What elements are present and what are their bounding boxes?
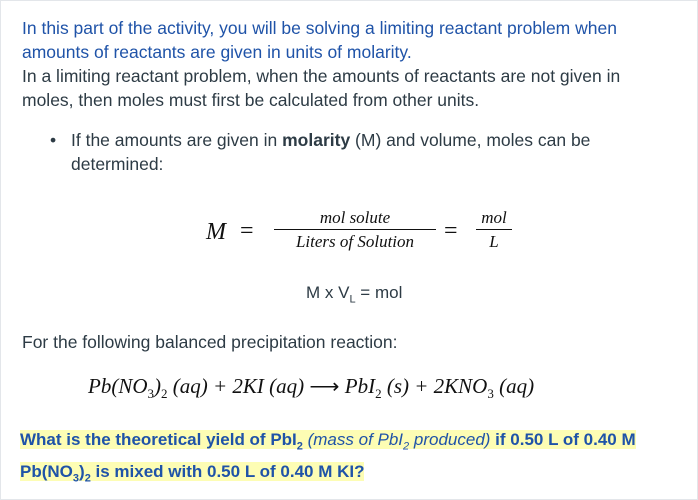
intro-line-4: moles, then moles must first be calculated from other units.: [22, 90, 480, 110]
reaction-lead-text: For the following balanced precipitation reaction:: [22, 332, 398, 352]
bullet-text: If the amounts are given in molarity (M) and volume, moles can be determined:: [71, 130, 591, 174]
equals-sign-1: =: [240, 218, 254, 244]
fraction-mol-per-liter: [476, 208, 512, 252]
reaction-arrow-icon: ⟶: [309, 374, 340, 398]
molarity-term: molarity: [282, 130, 351, 150]
moles-formula: M x $V_L$ = mol: [306, 283, 403, 306]
intro-paragraph: [22, 16, 682, 112]
molarity-formula: [200, 208, 540, 264]
equals-sign-2: =: [444, 218, 458, 244]
denominator: Liters of Solution: [295, 232, 415, 251]
numerator-2: mol: [481, 208, 507, 227]
question-text: What is the theoretical yield of PbI$_2$ (mass of PbI$_2$ produced) if 0.50 L of 0.40 M $Pb(NO_3)_2$ is mixed with 0.50 L of 0.40 M KI?: [20, 430, 636, 485]
intro-line-3: In a limiting reactant problem, when the amounts of reactants are not given in: [22, 66, 621, 86]
bullet-dot-icon: •: [50, 130, 57, 150]
formula-lhs: M: [206, 219, 226, 245]
numerator: mol solute: [319, 208, 391, 227]
intro-line-2: amounts of reactants are given in units of molarity.: [22, 42, 412, 62]
denominator-2: L: [489, 232, 499, 251]
balanced-reaction: $Pb(NO_3)_2$ (aq) + 2KI (aq) ⟶ PbI$_2$ $(s) + 2KNO_3$ (aq): [88, 374, 535, 402]
fraction-mol-solute: [274, 208, 436, 252]
intro-line-1: In this part of the activity, you will be solving a limiting reactant problem when: [22, 18, 617, 38]
